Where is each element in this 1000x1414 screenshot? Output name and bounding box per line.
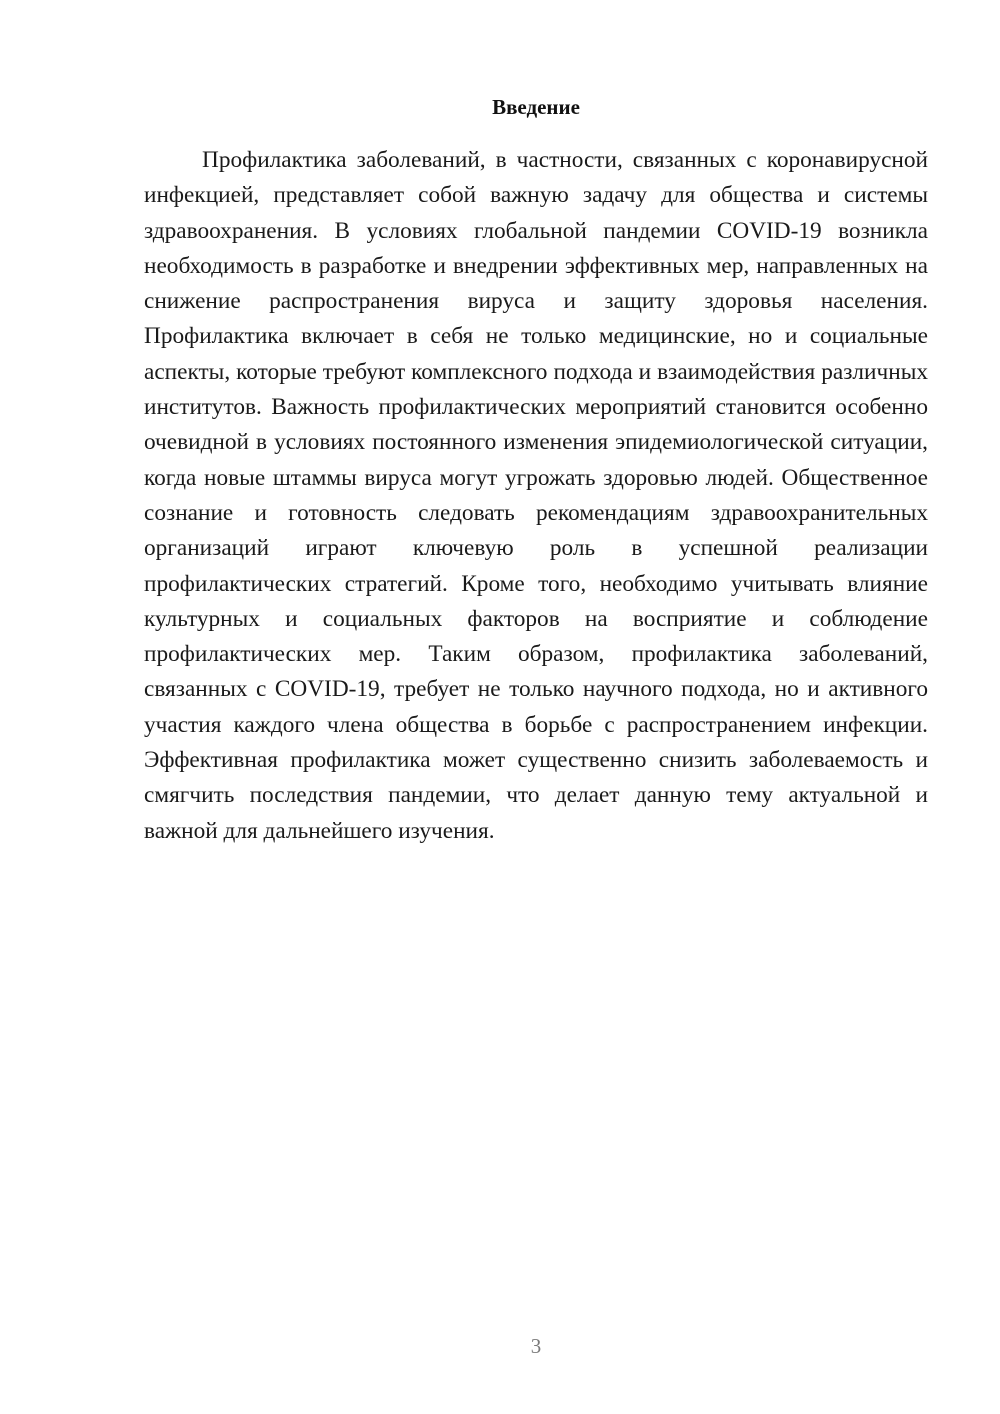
body-paragraph: Профилактика заболеваний, в частности, связанных с коронавирусной инфекцией, представляет собой важную задачу для общества и системы здравоохранения. В условиях глобальной пандемии COVID-19 возникла необходимость в разработке и внедрении эффективных мер, направленных на снижение распространения вируса и защиту здоровья населения. Профилактика включает в себя не только медицинские, но и социальные аспекты, которые требуют комплексного подхода и взаимодействия различных институтов. Важность профилактических мероприятий становится особенно очевидной в условиях постоянного изменения эпидемиологической ситуации, когда новые штаммы вируса могут угрожать здоровью людей. Общественное сознание и готовность следовать рекомендациям здравоохранительных организаций играют ключевую роль в успешной реализации профилактических стратегий. Кроме того, необходимо учитывать влияние культурных и социальных факторов на восприятие и соблюдение профилактических мер. Таким образом, профилактика заболеваний, связанных с COVID-19, требует не только научного подхода, но и активного участия каждого члена общества в борьбе с распространением инфекции. Эффективная профилактика может существенно снизить заболеваемость и смягчить последствия пандемии, что делает данную тему актуальной и важной для дальнейшего изучения.	[144, 147, 928, 844]
page-number: 3	[530, 1334, 542, 1358]
section-heading: Введение	[492, 95, 580, 119]
